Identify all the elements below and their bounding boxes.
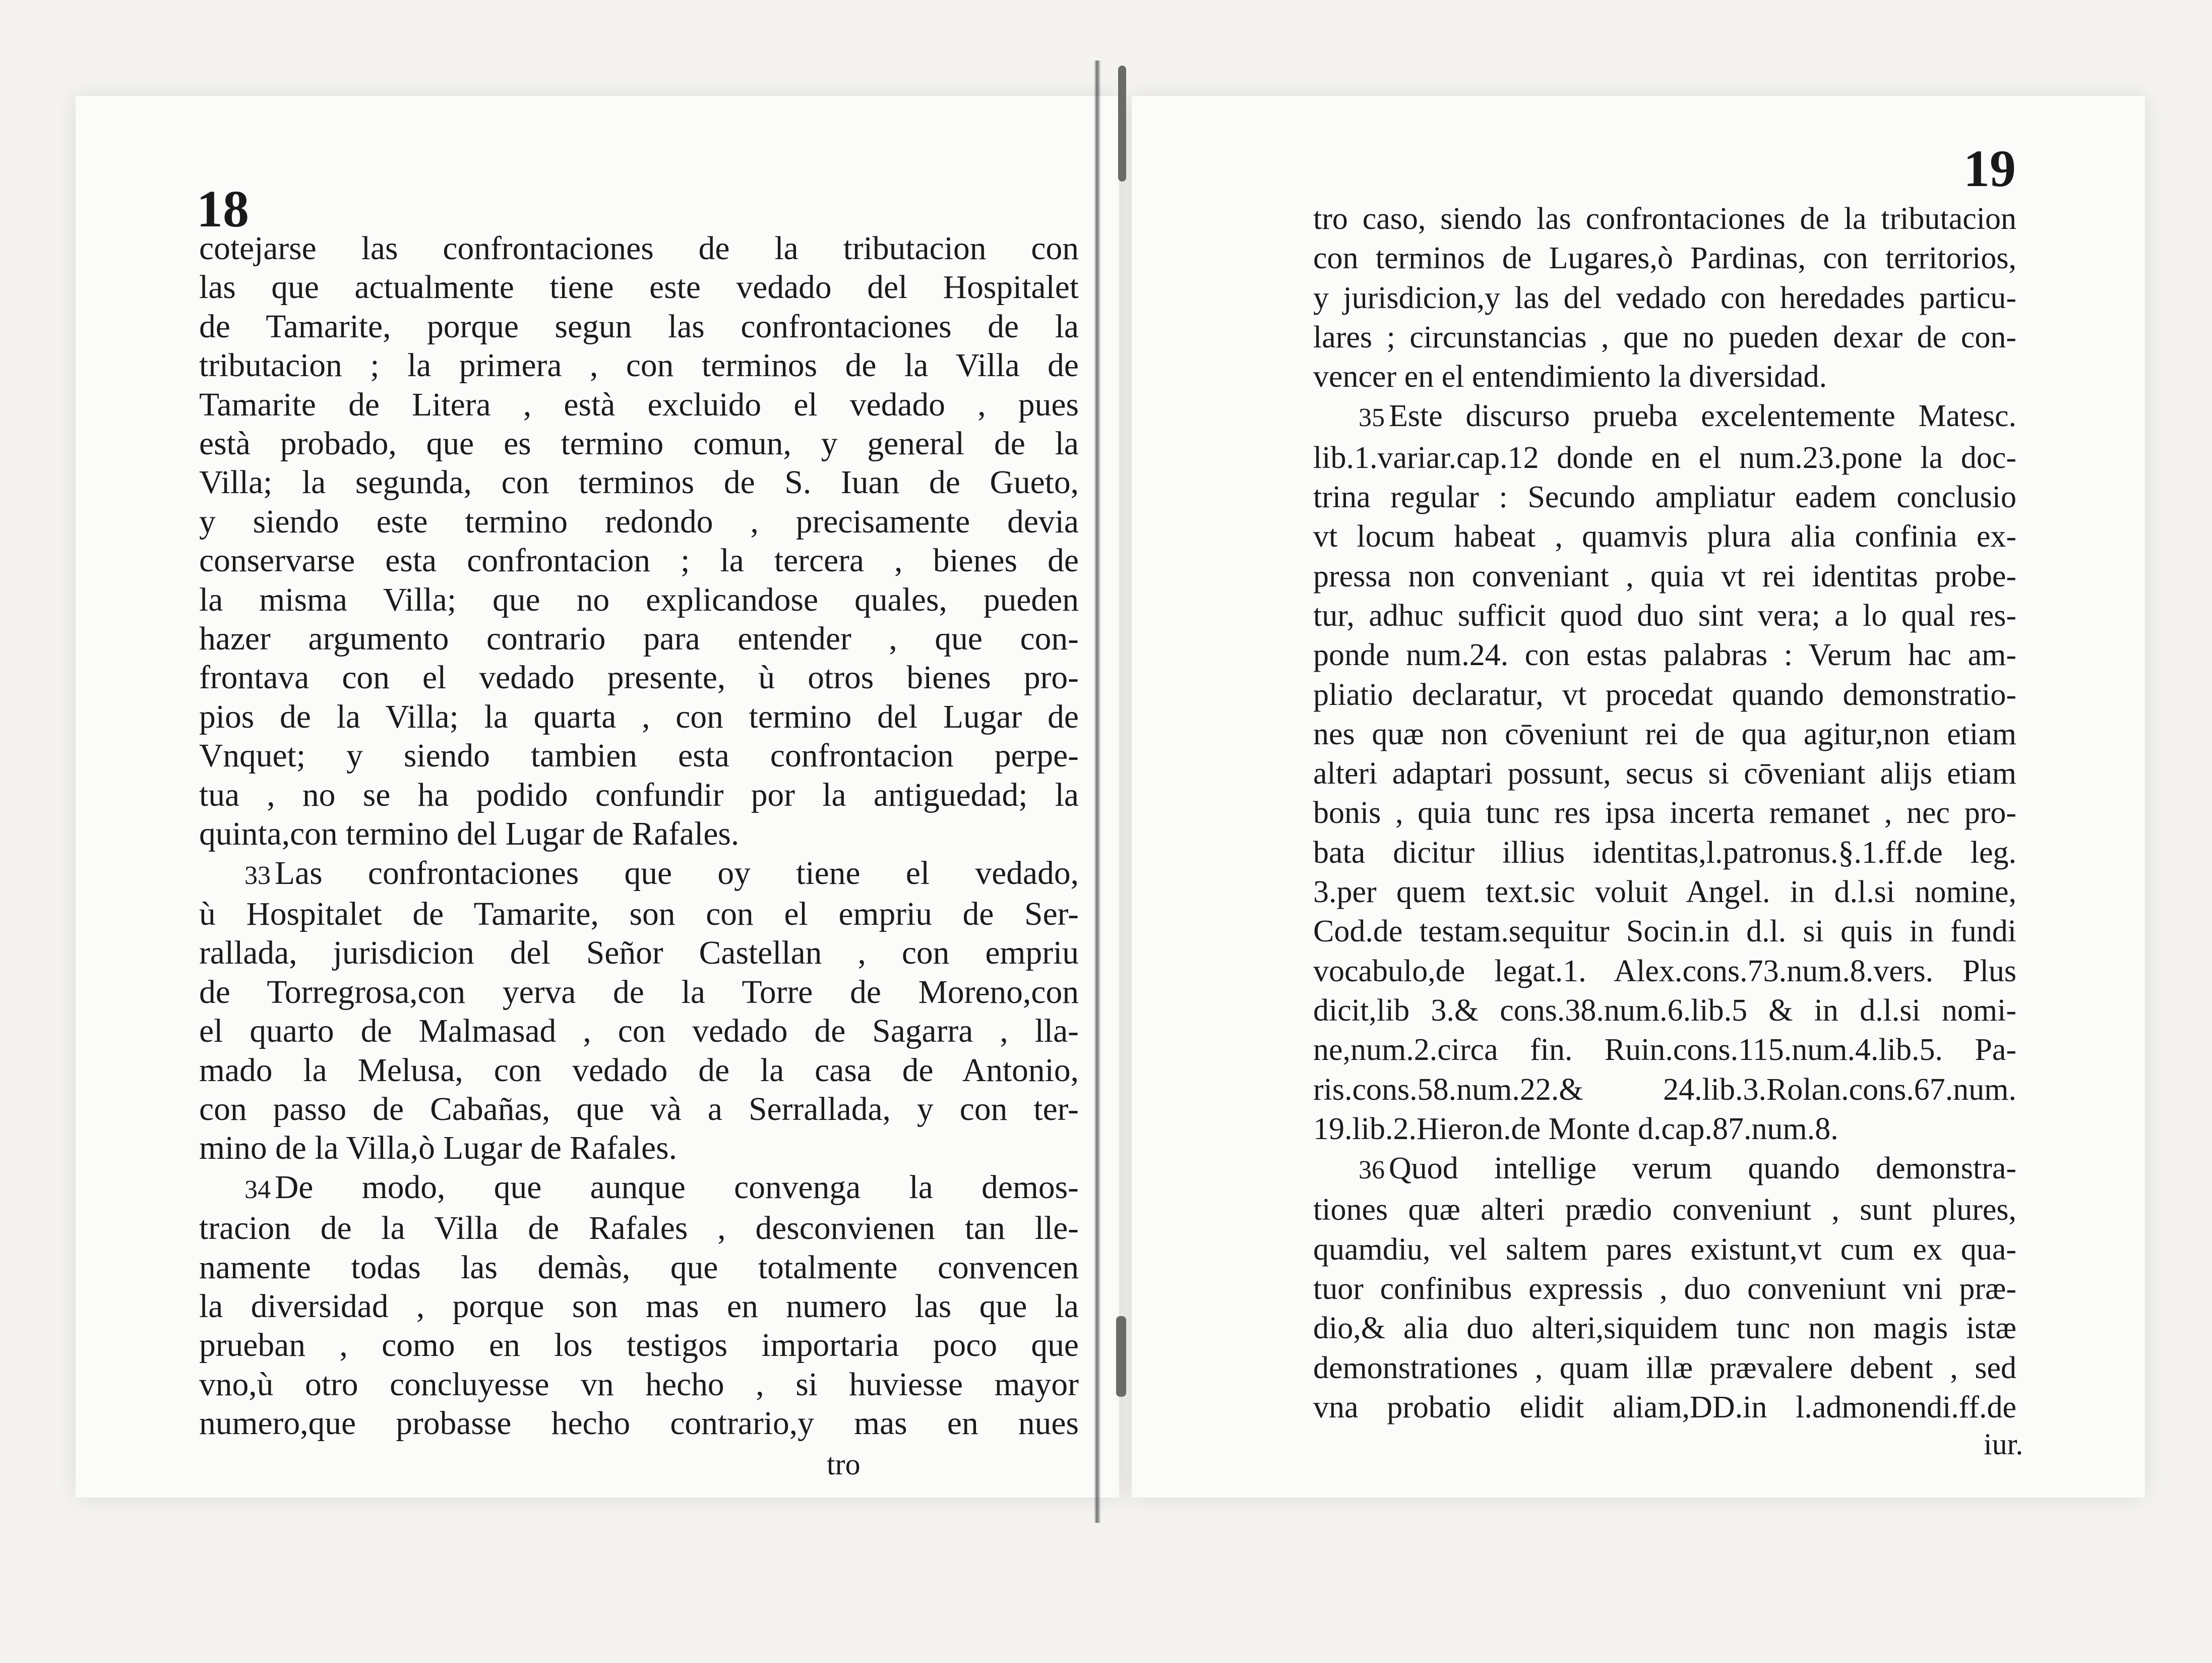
text-line [1313, 557, 2016, 596]
text-line [1313, 793, 2016, 833]
line-text: Este discurso prueba excelentemente Matesc. [1389, 399, 2016, 434]
line-text: tuor confinibus expressis , duo conveniunt vni præ- [1313, 1272, 2016, 1306]
line-text: Villa; la segunda, con terminos de S. Iuan de Gueto, [199, 464, 1079, 501]
text-line [1313, 1109, 2016, 1149]
text-line [199, 542, 1079, 580]
gutter-mark-bottom [1116, 1316, 1126, 1397]
line-text: lib.1.variar.cap.12 donde en el num.23.pone la doc- [1313, 440, 2016, 475]
line-text: vt locum habeat , quamvis plura alia confinia ex- [1313, 519, 2016, 554]
text-line [1313, 438, 2016, 478]
text-line [1313, 239, 2016, 278]
line-text: ponde num.24. con estas palabras : Verum hac am- [1313, 638, 2016, 673]
line-text: lares ; circunstancias , que no pueden dexar de con- [1313, 320, 2016, 354]
text-line [199, 1090, 1079, 1129]
line-text: el quarto de Malmasad , con vedado de Sagarra , lla- [199, 1013, 1079, 1050]
right-page-text [1313, 199, 2016, 1427]
line-text: frontava con el vedado presente, ù otros bienes pro- [199, 660, 1079, 696]
text-line [199, 776, 1079, 815]
text-line [199, 1168, 1079, 1209]
text-line [199, 1404, 1079, 1443]
text-line [199, 620, 1079, 659]
line-text: la misma Villa; que no explicandose quales, pueden [199, 581, 1079, 618]
text-line [1313, 833, 2016, 872]
line-text: De modo, que aunque convenga la demos- [275, 1169, 1079, 1206]
line-text: 3.per quem text.sic voluit Angel. in d.l.si nomine, [1313, 875, 2016, 910]
text-line [199, 854, 1079, 895]
text-line [199, 1209, 1079, 1248]
line-text: mado la Melusa, con vedado de la casa de Antonio, [199, 1052, 1079, 1089]
text-line [199, 659, 1079, 697]
line-text: tracion de la Villa de Rafales , desconvienen tan lle- [199, 1210, 1079, 1247]
text-line [1313, 357, 2016, 396]
line-text: y jurisdicion,y las del vedado con heredades particu- [1313, 280, 2016, 315]
text-line [199, 895, 1079, 934]
text-line [1313, 991, 2016, 1030]
text-line [1313, 952, 2016, 991]
text-line [1313, 1149, 2016, 1190]
right-page-number: 19 [1963, 140, 2016, 198]
line-text: bata dicitur illius identitas,l.patronus.§.1.ff.de leg. [1313, 835, 2016, 870]
text-line [1313, 1388, 2016, 1427]
line-text: trina regular : Secundo ampliatur eadem conclusio [1313, 480, 2016, 515]
line-text: Quod intellige verum quando demonstra- [1389, 1151, 2016, 1186]
text-line [1313, 1190, 2016, 1229]
book-gutter [1094, 61, 1101, 1523]
text-line [199, 973, 1079, 1012]
line-text: alteri adaptari possunt, secus si cōveniant alijs etiam [1313, 756, 2016, 791]
text-line [199, 268, 1079, 307]
line-text: hazer argumento contrario para entender , que con- [199, 621, 1079, 658]
line-text: bonis , quia tunc res ipsa incerta remanet , nec pro- [1313, 796, 2016, 830]
line-text: vna probatio elidit aliam,DD.in l.admonendi.ff.de [1313, 1390, 2016, 1424]
line-text: Vnquet; y siendo tambien esta confrontacion perpe- [199, 738, 1079, 775]
text-line [1313, 1230, 2016, 1269]
text-line [199, 1249, 1079, 1287]
line-text: conservarse esta confrontacion ; la tercera , bienes de [199, 543, 1079, 579]
text-line [199, 1326, 1079, 1365]
text-line [199, 346, 1079, 385]
text-line [1313, 912, 2016, 951]
line-text: con passo de Cabañas, que và a Serrallada, y con ter- [199, 1091, 1079, 1127]
text-line [1313, 1348, 2016, 1388]
line-text: pios de la Villa; la quarta , con termino del Lugar de [199, 698, 1079, 735]
line-text: tua , no se ha podido confundir por la antiguedad; la [199, 777, 1079, 813]
paragraph-number: 33 [244, 861, 271, 890]
text-line [199, 737, 1079, 776]
line-text: pliatio declaratur, vt procedat quando demonstratio- [1313, 677, 2016, 712]
text-line [1313, 754, 2016, 793]
line-text: dio,& alia duo alteri,siquidem tunc non magis istæ [1313, 1311, 2016, 1346]
line-text: ù Hospitalet de Tamarite, son con el empriu de Ser- [199, 896, 1079, 932]
line-text: demonstrationes , quam illæ prævalere debent , sed [1313, 1350, 2016, 1385]
line-text: las que actualmente tiene este vedado del Hospitalet [199, 269, 1079, 306]
text-line [1313, 635, 2016, 675]
text-line [1313, 396, 2016, 438]
text-line [199, 425, 1079, 463]
line-text: Tamarite de Litera , està excluido el vedado , pues [199, 386, 1079, 423]
line-text: vencer en el entendimiento la diversidad. [1313, 360, 1827, 394]
line-text: de Torregrosa,con yerva de la Torre de Moreno,con [199, 974, 1079, 1011]
text-line [1313, 715, 2016, 754]
text-line [1313, 1070, 2016, 1109]
paragraph-number: 35 [1359, 403, 1385, 433]
line-text: Las confrontaciones que oy tiene el vedado, [275, 855, 1079, 892]
gutter-mark-top [1118, 66, 1126, 182]
line-text: ris.cons.58.num.22.& 24.lib.3.Rolan.cons.67.num. [1313, 1072, 2016, 1107]
line-text: con terminos de Lugares,ò Pardinas, con territorios, [1313, 241, 2016, 276]
left-catchword: tro [827, 1448, 861, 1481]
text-line [1313, 1309, 2016, 1348]
line-text: tro caso, siendo las confrontaciones de la tributacion [1313, 202, 2016, 236]
line-text: quamdiu, vel saltem pares existunt,vt cum ex qua- [1313, 1232, 2016, 1267]
text-line [1313, 478, 2016, 517]
line-text: pressa non conveniant , quia vt rei identitas probe- [1313, 559, 2016, 593]
line-text: quinta,con termino del Lugar de Rafales. [199, 816, 740, 853]
text-line [199, 308, 1079, 346]
text-line [199, 1129, 1079, 1168]
text-line [1313, 517, 2016, 556]
line-text: nes quæ non cōveniunt rei de qua agitur,non etiam [1313, 717, 2016, 751]
line-text: numero,que probasse hecho contrario,y mas en nues [199, 1405, 1079, 1442]
line-text: està probado, que es termino comun, y general de la [199, 426, 1079, 462]
line-text: ne,num.2.circa fin. Ruin.cons.115.num.4.lib.5. Pa- [1313, 1033, 2016, 1067]
line-text: y siendo este termino redondo , precisamente devia [199, 503, 1079, 540]
text-line [1313, 596, 2016, 635]
line-text: cotejarse las confrontaciones de la tributacion con [199, 230, 1079, 267]
paragraph-number: 34 [244, 1175, 271, 1204]
text-line [199, 503, 1079, 542]
line-text: prueban , como en los testigos importaria poco que [199, 1327, 1079, 1364]
text-line [1313, 675, 2016, 715]
line-text: 19.lib.2.Hieron.de Monte d.cap.87.num.8. [1313, 1111, 1838, 1146]
text-line [199, 815, 1079, 854]
text-line [1313, 1269, 2016, 1309]
right-catchword: iur. [1984, 1428, 2023, 1461]
line-text: Cod.de testam.sequitur Socin.in d.l. si quis in fundi [1313, 914, 2016, 949]
text-line [199, 1012, 1079, 1051]
line-text: de Tamarite, porque segun las confrontaciones de la [199, 308, 1079, 345]
text-line [1313, 278, 2016, 318]
line-text: tiones quæ alteri prædio conveniunt , sunt plures, [1313, 1193, 2016, 1227]
line-text: tur, adhuc sufficit quod duo sint vera; a lo qual res- [1313, 598, 2016, 633]
line-text: vocabulo,de legat.1. Alex.cons.73.num.8.vers. Plus [1313, 954, 2016, 988]
paragraph-number: 36 [1359, 1156, 1385, 1185]
text-line [199, 581, 1079, 620]
text-line [199, 463, 1079, 502]
line-text: tributacion ; la primera , con terminos de la Villa de [199, 347, 1079, 384]
line-text: rallada, jurisdicion del Señor Castellan , con empriu [199, 935, 1079, 972]
text-line [199, 934, 1079, 973]
line-text: vno,ù otro concluyesse vn hecho , si huviesse mayor [199, 1366, 1079, 1403]
text-line [199, 1051, 1079, 1090]
line-text: dicit,lib 3.& cons.38.num.6.lib.5 & in d.l.si nomi- [1313, 993, 2016, 1028]
left-page-number: 18 [197, 180, 249, 238]
line-text: la diversidad , porque son mas en numero las que la [199, 1288, 1079, 1325]
text-line [1313, 1030, 2016, 1070]
text-line [199, 229, 1079, 268]
left-page-text [199, 229, 1079, 1444]
text-line [199, 386, 1079, 425]
line-text: mino de la Villa,ò Lugar de Rafales. [199, 1130, 677, 1167]
text-line [1313, 318, 2016, 357]
text-line [199, 1365, 1079, 1404]
text-line [199, 698, 1079, 737]
text-line [1313, 199, 2016, 239]
line-text: namente todas las demàs, que totalmente convencen [199, 1249, 1079, 1286]
text-line [199, 1287, 1079, 1326]
text-line [1313, 872, 2016, 912]
